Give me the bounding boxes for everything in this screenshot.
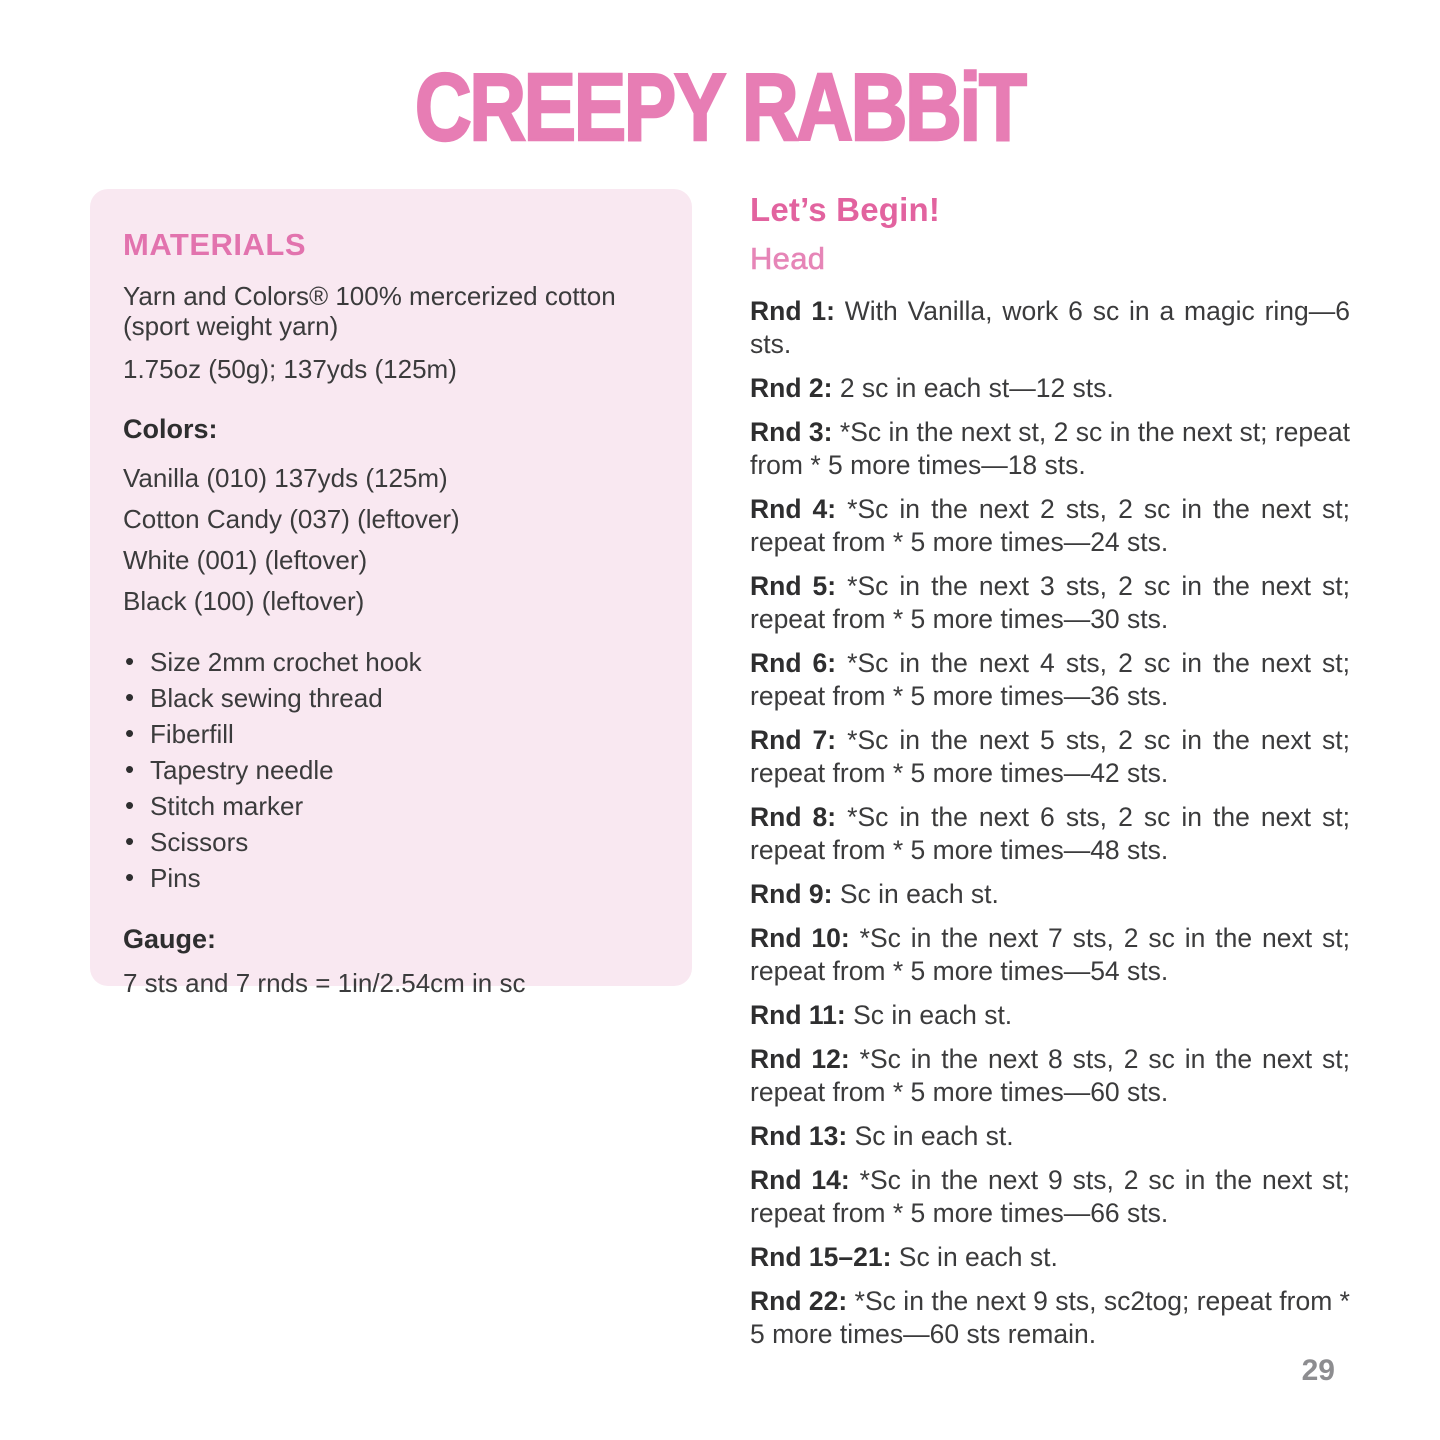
round-text: *Sc in the next 8 sts, 2 sc in the next st; repeat from * 5 more times—60 sts. — [750, 1043, 1350, 1107]
left-column — [90, 189, 692, 1362]
round-item — [750, 922, 1350, 988]
bullet-icon: • — [125, 861, 135, 892]
round-label: Rnd 13: — [750, 1120, 848, 1151]
gauge-value: 7 sts and 7 rnds = 1in/2.54cm in sc — [123, 967, 526, 998]
tool-item-label: Scissors — [150, 826, 249, 857]
round-label: Rnd 15–21: — [750, 1241, 892, 1272]
round-label: Rnd 2: — [750, 372, 833, 403]
title-area — [0, 0, 1440, 159]
section-heading: Head — [750, 240, 826, 276]
bullet-icon: • — [125, 681, 135, 712]
tool-item-label: Size 2mm crochet hook — [150, 646, 422, 677]
round-label: Rnd 9: — [750, 878, 833, 909]
tool-item-label: Tapestry needle — [150, 754, 334, 785]
bullet-icon: • — [125, 753, 135, 784]
page-number: 29 — [1301, 1354, 1335, 1387]
page-title: CREEPY RABBiT — [415, 54, 1025, 161]
tool-item-label: Black sewing thread — [150, 682, 383, 713]
tool-item — [123, 824, 658, 860]
round-item — [750, 647, 1350, 713]
round-label: Rnd 7: — [750, 724, 837, 755]
round-item — [750, 416, 1350, 482]
color-item: White (001) (leftover) — [123, 544, 368, 575]
round-item — [750, 801, 1350, 867]
round-item — [750, 1285, 1350, 1351]
tool-item-label: Pins — [150, 862, 201, 893]
round-text: *Sc in the next 4 sts, 2 sc in the next st; repeat from * 5 more times—36 sts. — [750, 647, 1350, 711]
tool-item-label: Stitch marker — [150, 790, 304, 821]
tool-item-label: Fiberfill — [150, 718, 234, 749]
round-item — [750, 878, 1350, 911]
round-item — [750, 295, 1350, 361]
round-label: Rnd 5: — [750, 570, 837, 601]
round-text: Sc in each st. — [854, 1120, 1014, 1151]
tool-item — [123, 860, 658, 896]
tool-item — [123, 716, 658, 752]
round-label: Rnd 3: — [750, 416, 833, 447]
instructions-heading: Let’s Begin! — [750, 190, 941, 228]
yarn-amount: 1.75oz (50g); 137yds (125m) — [123, 353, 457, 384]
bullet-icon: • — [125, 789, 135, 820]
round-text: *Sc in the next 6 sts, 2 sc in the next st; repeat from * 5 more times—48 sts. — [750, 801, 1350, 865]
round-label: Rnd 4: — [750, 493, 837, 524]
round-label: Rnd 22: — [750, 1285, 848, 1316]
instructions-column — [750, 189, 1350, 1362]
round-label: Rnd 10: — [750, 922, 850, 953]
round-label: Rnd 6: — [750, 647, 837, 678]
round-label: Rnd 1: — [750, 295, 835, 326]
color-item: Cotton Candy (037) (leftover) — [123, 503, 460, 534]
round-text: 2 sc in each st—12 sts. — [839, 372, 1114, 403]
round-text: Sc in each st. — [839, 878, 999, 909]
materials-card — [90, 189, 692, 998]
round-text: *Sc in the next 9 sts, 2 sc in the next st; repeat from * 5 more times—66 sts. — [750, 1164, 1350, 1228]
tool-item — [123, 644, 658, 680]
round-text: Sc in each st. — [853, 999, 1013, 1030]
round-item — [750, 724, 1350, 790]
round-text: *Sc in the next 9 sts, sc2tog; repeat from * 5 more times—60 sts remain. — [750, 1285, 1350, 1349]
round-text: *Sc in the next 5 sts, 2 sc in the next st; repeat from * 5 more times—42 sts. — [750, 724, 1350, 788]
tools-list — [123, 644, 658, 896]
yarn-description: Yarn and Colors® 100% mercerized cotton (sport weight yarn) — [123, 280, 616, 341]
round-label: Rnd 14: — [750, 1164, 850, 1195]
tool-item — [123, 788, 658, 824]
round-item — [750, 999, 1350, 1032]
tool-item — [123, 752, 658, 788]
round-label: Rnd 12: — [750, 1043, 850, 1074]
bullet-icon: • — [125, 645, 135, 676]
round-label: Rnd 8: — [750, 801, 837, 832]
gauge-heading: Gauge: — [123, 923, 217, 954]
color-item: Vanilla (010) 137yds (125m) — [123, 462, 448, 493]
round-label: Rnd 11: — [750, 999, 846, 1030]
round-text: *Sc in the next 3 sts, 2 sc in the next st; repeat from * 5 more times—30 sts. — [750, 570, 1350, 634]
round-item — [750, 1241, 1350, 1274]
tool-item — [123, 680, 658, 716]
round-item — [750, 372, 1350, 405]
round-item — [750, 1120, 1350, 1153]
colors-heading: Colors: — [123, 413, 218, 444]
round-text: Sc in each st. — [898, 1241, 1058, 1272]
round-text: *Sc in the next 7 sts, 2 sc in the next st; repeat from * 5 more times—54 sts. — [750, 922, 1350, 986]
page-body — [0, 189, 1440, 1362]
round-item — [750, 1043, 1350, 1109]
materials-heading: MATERIALS — [123, 226, 307, 262]
round-item — [750, 493, 1350, 559]
round-text: *Sc in the next st, 2 sc in the next st; repeat from * 5 more times—18 sts. — [750, 416, 1350, 480]
round-item — [750, 570, 1350, 636]
round-text: *Sc in the next 2 sts, 2 sc in the next st; repeat from * 5 more times—24 sts. — [750, 493, 1350, 557]
colors-list — [123, 458, 658, 622]
color-item: Black (100) (leftover) — [123, 585, 365, 616]
bullet-icon: • — [125, 717, 135, 748]
round-item — [750, 1164, 1350, 1230]
round-text: With Vanilla, work 6 sc in a magic ring—6 sts. — [750, 295, 1351, 359]
bullet-icon: • — [125, 825, 135, 856]
